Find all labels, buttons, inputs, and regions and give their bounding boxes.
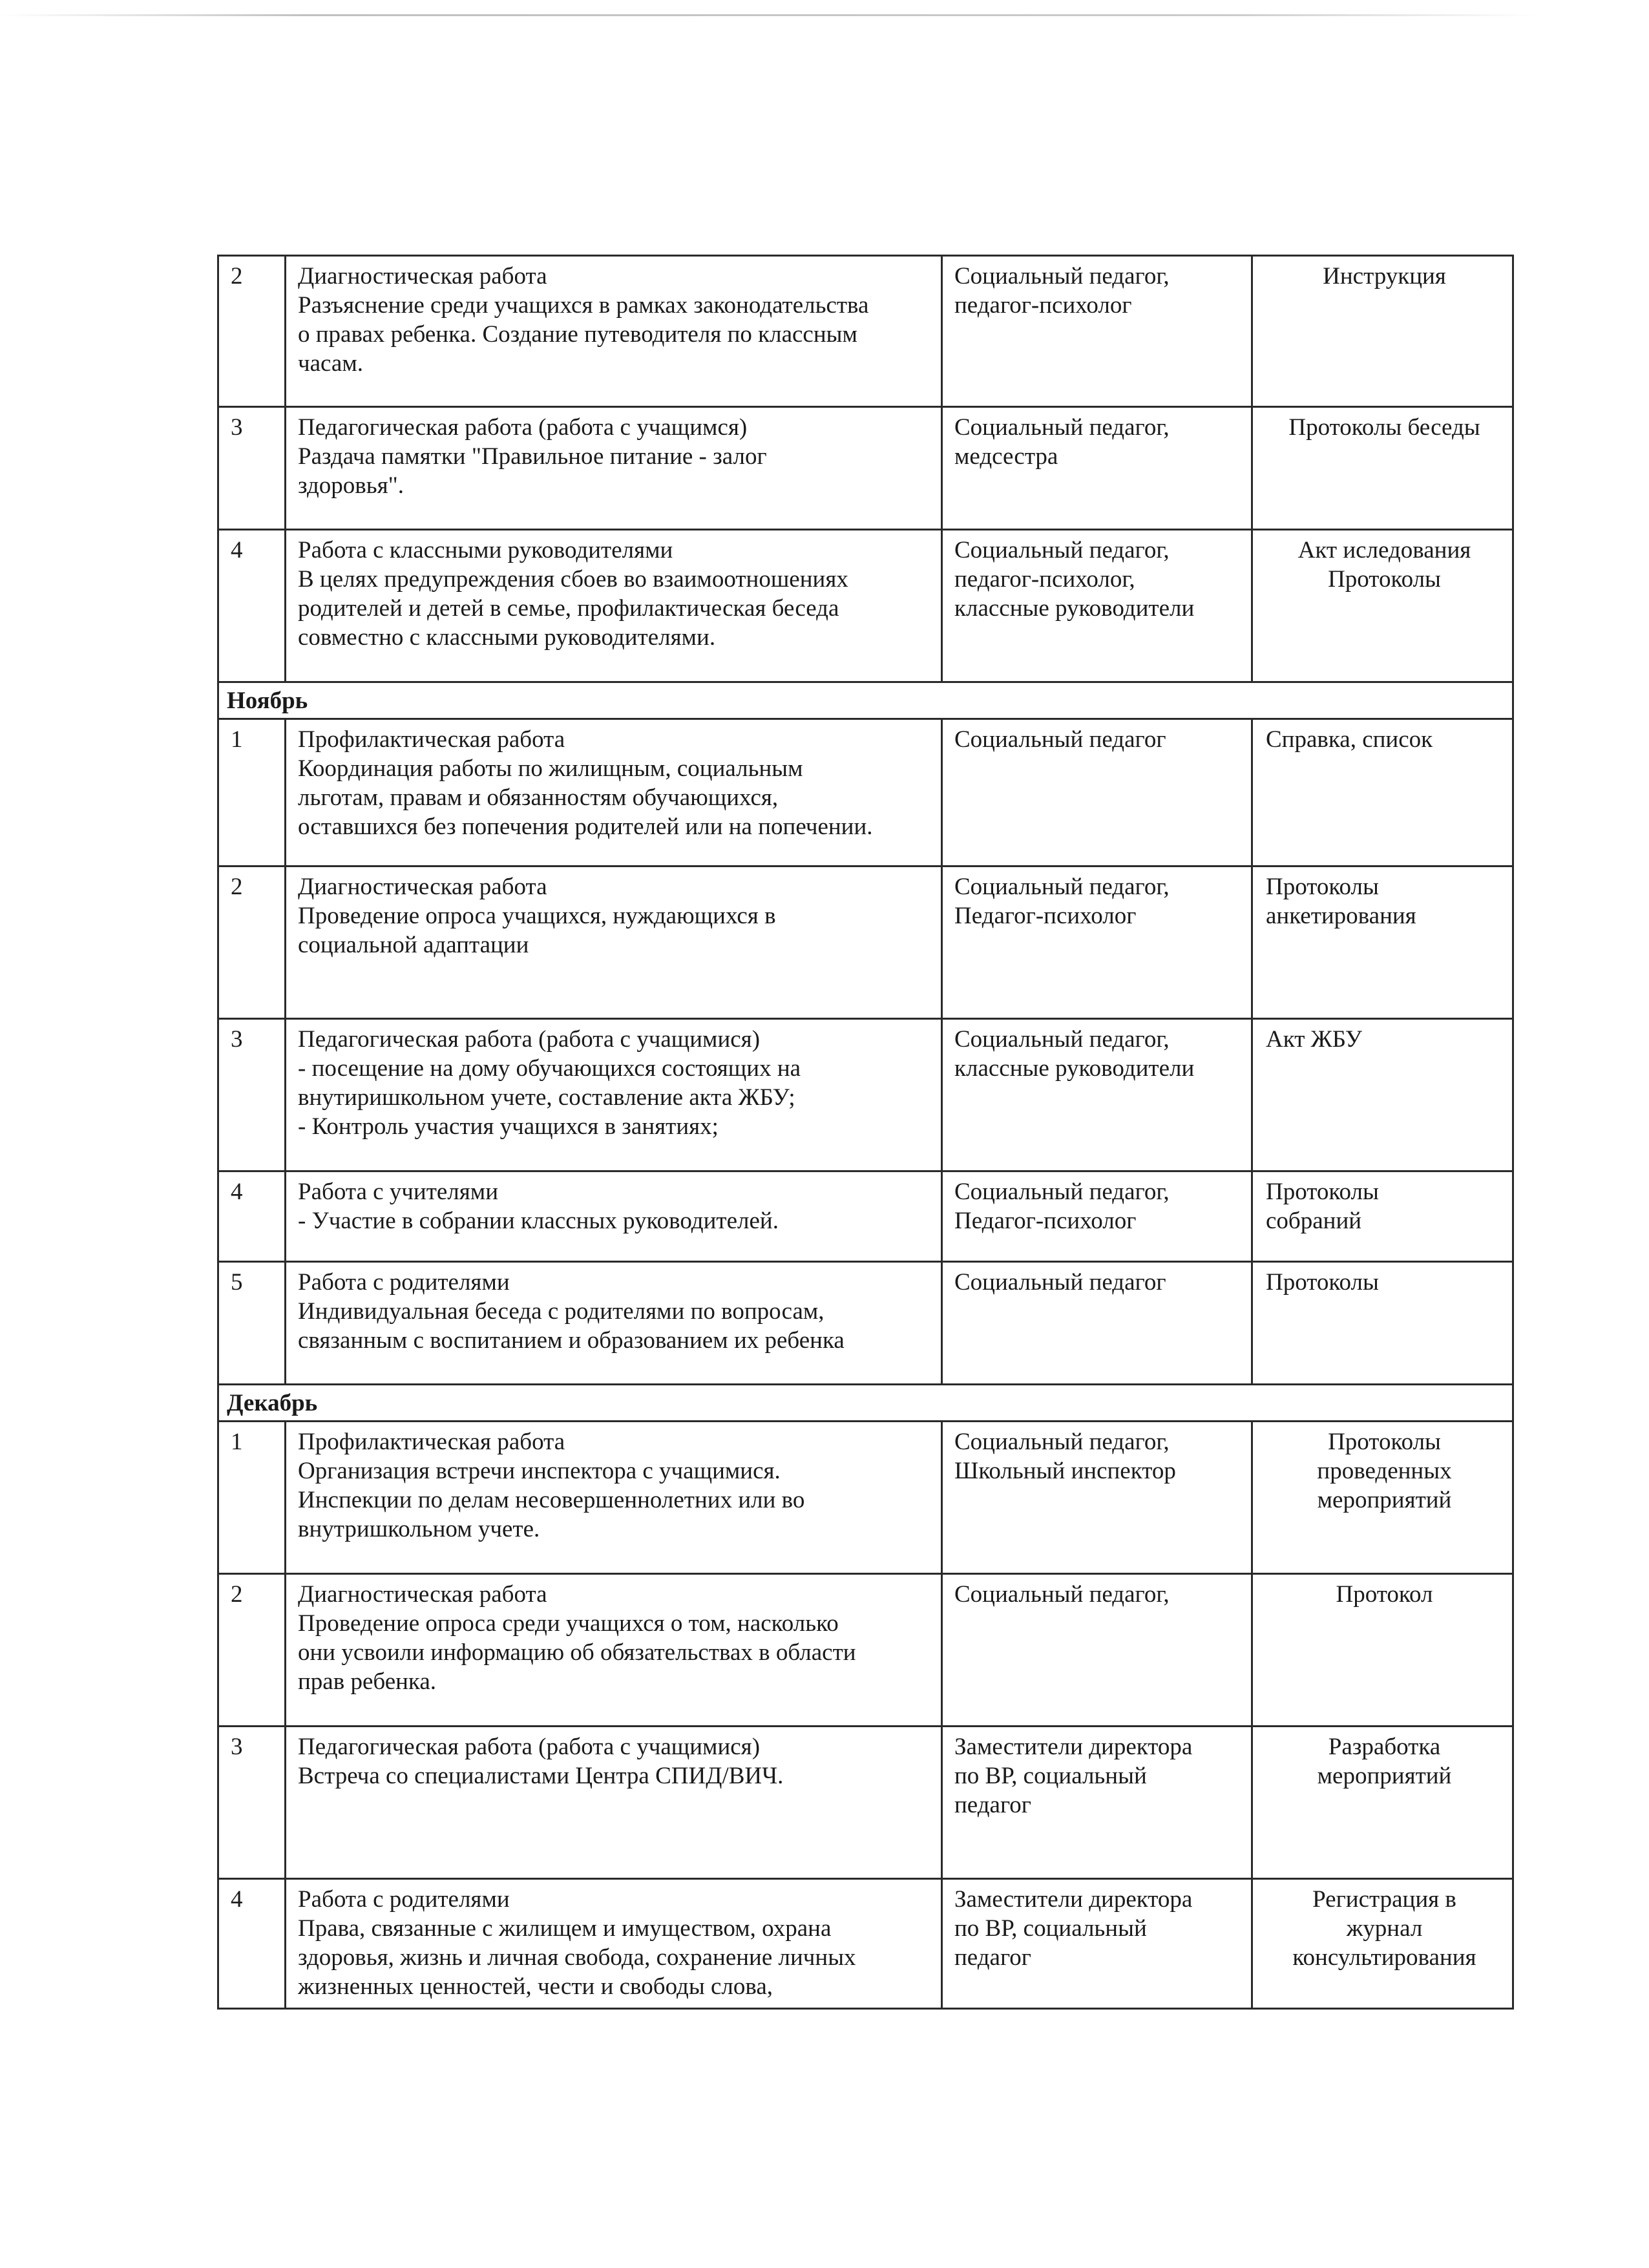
row-number: 4 [218,530,286,682]
document-cell [1252,1171,1513,1262]
activity-line: здоровья, жизнь и личная свобода, сохранение личных [298,1944,856,1971]
row-number: 4 [218,1171,286,1262]
activity-title: Работа с классными руководителями [298,537,673,563]
responsible-line: Социальный педагог [954,1269,1166,1296]
document-cell [1252,1262,1513,1385]
activity-line: часам. [298,350,363,377]
table-row [218,407,1513,530]
document-line: консультирования [1292,1944,1476,1971]
activity-title: Педагогическая работа (работа с учащимися) [298,1026,761,1053]
document-line: анкетирования [1266,903,1416,929]
responsible-line: педагог-психолог, [954,566,1135,593]
row-number: 5 [218,1262,286,1385]
document-line: Протоколы [1266,1179,1379,1205]
responsible-cell [942,1422,1252,1574]
document-line: мероприятий [1317,1487,1452,1513]
activity-cell [286,1879,942,2009]
responsible-line: Социальный педагог, [954,537,1170,563]
responsible-cell [942,407,1252,530]
activity-cell [286,719,942,866]
activity-line: оставшихся без попечения родителей или на попечении. [298,814,873,840]
responsible-line: педагог-психолог [954,292,1132,319]
responsible-cell [942,719,1252,866]
document-cell [1252,1879,1513,2009]
activity-line: Разъяснение среди учащихся в рамках законодательства [298,292,869,319]
activity-title: Педагогическая работа (работа с учащимися) [298,1734,761,1760]
table-row [218,1574,1513,1727]
document-line: Справка, список [1266,726,1433,753]
row-number: 3 [218,407,286,530]
table-row [218,719,1513,866]
responsible-line: классные руководители [954,595,1195,622]
activity-line: внутиришкольном учете, составление акта ЖБУ; [298,1084,795,1111]
document-line: Инструкция [1323,263,1446,289]
document-cell [1252,866,1513,1019]
document-line: Регистрация в [1312,1886,1456,1913]
activity-line: - посещение на дому обучающихся состоящих на [298,1055,801,1082]
activity-cell [286,1574,942,1727]
table-row [218,1019,1513,1171]
activity-title: Диагностическая работа [298,874,547,900]
responsible-line: Социальный педагог, [954,263,1170,289]
activity-line: Раздача памятки "Правильное питание - залог [298,443,767,470]
month-row [218,682,1513,719]
row-number: 3 [218,1019,286,1171]
scan-edge-line [0,14,1538,16]
activity-cell [286,866,942,1019]
document-cell [1252,719,1513,866]
activity-cell [286,1262,942,1385]
activity-title: Работа с родителями [298,1886,510,1913]
document-line: мероприятий [1317,1763,1452,1789]
activity-title: Профилактическая работа [298,726,565,753]
activity-line: совместно с классными руководителями. [298,624,716,651]
month-heading: Ноябрь [218,682,1513,719]
responsible-line: Социальный педагог, [954,1179,1170,1205]
document-cell [1252,530,1513,682]
responsible-cell [942,1262,1252,1385]
responsible-cell [942,1879,1252,2009]
responsible-line: Социальный педагог [954,726,1166,753]
activity-line: они усвоили информацию об обязательствах в области [298,1639,856,1666]
table-row [218,1727,1513,1879]
row-number: 2 [218,866,286,1019]
row-number: 4 [218,1879,286,2009]
responsible-line: медсестра [954,443,1058,470]
activity-cell [286,1422,942,1574]
document-line: журнал [1346,1915,1423,1942]
document-cell [1252,1422,1513,1574]
document-cell [1252,1574,1513,1727]
activity-line: Права, связанные с жилищем и имуществом, охрана [298,1915,832,1942]
document-line: Протокол [1336,1581,1433,1608]
activity-title: Работа с учителями [298,1179,499,1205]
responsible-line: Заместители директора [954,1734,1193,1760]
document-line: проведенных [1317,1458,1452,1484]
activity-line: родителей и детей в семье, профилактическая беседа [298,595,839,622]
responsible-cell [942,1019,1252,1171]
row-number: 1 [218,719,286,866]
table-row [218,256,1513,407]
responsible-line: педагог [954,1944,1031,1971]
responsible-cell [942,256,1252,407]
responsible-line: Школьный инспектор [954,1458,1176,1484]
row-number: 2 [218,1574,286,1727]
table-row [218,1879,1513,2009]
document-line: Протоколы беседы [1288,414,1480,441]
activity-line: Координация работы по жилищным, социальным [298,755,803,782]
responsible-line: Педагог-психолог [954,1208,1137,1234]
document-line: Акт иследования [1297,537,1471,563]
responsible-line: Социальный педагог, [954,414,1170,441]
activity-line: Индивидуальная беседа с родителями по вопросам, [298,1298,824,1325]
month-heading: Декабрь [218,1385,1513,1422]
activity-title: Диагностическая работа [298,1581,547,1608]
responsible-line: по ВР, социальный [954,1915,1147,1942]
document-cell [1252,1019,1513,1171]
activity-title: Диагностическая работа [298,263,547,289]
document-line: Протоколы [1266,1269,1379,1296]
activity-cell [286,1019,942,1171]
responsible-line: Социальный педагог, [954,874,1170,900]
activity-line: Организация встречи инспектора с учащимися. [298,1458,781,1484]
activity-line: - Контроль участия учащихся в занятиях; [298,1113,719,1140]
responsible-cell [942,530,1252,682]
table-row [218,1262,1513,1385]
responsible-cell [942,1171,1252,1262]
row-number: 3 [218,1727,286,1879]
activity-line: прав ребенка. [298,1668,437,1695]
month-row [218,1385,1513,1422]
responsible-line: по ВР, социальный [954,1763,1147,1789]
activity-line: Встреча со специалистами Центра СПИД/ВИЧ. [298,1763,784,1789]
responsible-cell [942,1727,1252,1879]
activity-cell [286,530,942,682]
document-line: Акт ЖБУ [1266,1026,1362,1053]
activity-line: Проведение опроса учащихся, нуждающихся в [298,903,776,929]
responsible-line: Социальный педагог, [954,1581,1170,1608]
activity-line: льготам, правам и обязанностям обучающихся, [298,784,779,811]
document-line: Протоколы [1266,874,1379,900]
activity-cell [286,1171,942,1262]
document-line: Протоколы [1328,1429,1441,1455]
activity-line: Проведение опроса среди учащихся о том, насколько [298,1610,839,1637]
document-line: собраний [1266,1208,1362,1234]
activity-title: Профилактическая работа [298,1429,565,1455]
table-row [218,1171,1513,1262]
responsible-line: классные руководители [954,1055,1195,1082]
document-line: Разработка [1328,1734,1441,1760]
activity-line: Инспекции по делам несовершеннолетних или во [298,1487,805,1513]
row-number: 1 [218,1422,286,1574]
activity-line: жизненных ценностей, чести и свободы слова, [298,1973,773,2000]
responsible-cell [942,866,1252,1019]
activity-line: В целях предупреждения сбоев во взаимоотношениях [298,566,848,593]
activity-line: социальной адаптации [298,932,529,958]
activity-line: внутришкольном учете. [298,1516,540,1542]
responsible-cell [942,1574,1252,1727]
activity-cell [286,407,942,530]
activity-cell [286,256,942,407]
responsible-line: Социальный педагог, [954,1429,1170,1455]
table-row [218,530,1513,682]
activity-cell [286,1727,942,1879]
document-cell [1252,256,1513,407]
table-row [218,866,1513,1019]
responsible-line: Социальный педагог, [954,1026,1170,1053]
activity-line: здоровья". [298,472,404,499]
activity-line: о правах ребенка. Создание путеводителя по классным [298,321,857,348]
activity-line: связанным с воспитанием и образованием их ребенка [298,1327,845,1354]
table-row [218,1422,1513,1574]
work-plan-table [217,255,1514,2010]
activity-title: Работа с родителями [298,1269,510,1296]
responsible-line: педагог [954,1792,1031,1818]
document-cell [1252,407,1513,530]
activity-line: - Участие в собрании классных руководителей. [298,1208,779,1234]
document-line: Протоколы [1328,566,1441,593]
responsible-line: Заместители директора [954,1886,1193,1913]
activity-title: Педагогическая работа (работа с учащимся) [298,414,748,441]
responsible-line: Педагог-психолог [954,903,1137,929]
row-number: 2 [218,256,286,407]
document-cell [1252,1727,1513,1879]
